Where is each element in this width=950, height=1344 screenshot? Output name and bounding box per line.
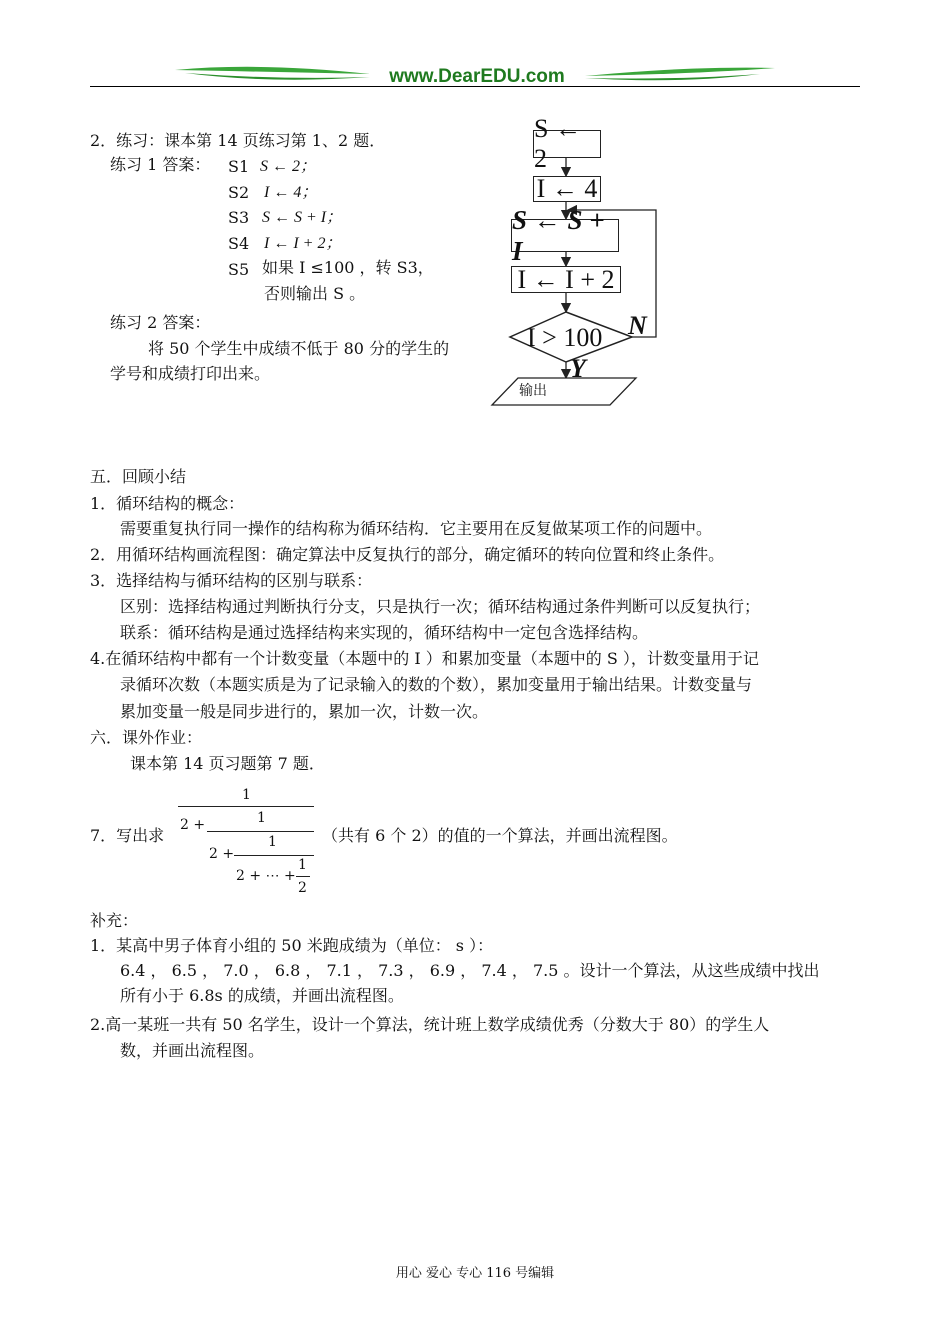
supplement-q1-line3: 所有小于 6.8s 的成绩，并画出流程图。 (120, 986, 404, 1005)
flow-box-accumulate: S ← S + I (511, 219, 619, 252)
frac-two-plus: 2 + (180, 817, 206, 833)
summary-line: 4.在循环结构中都有一个计数变量（本题中的 I ）和累加变量（本题中的 S ），计数变量用于记 (90, 649, 759, 668)
summary-line: 联系：循环结构是通过选择结构来实现的，循环结构中一定包含选择结构。 (120, 623, 649, 642)
frac-half-den: 2 (298, 880, 307, 896)
frac-numerator: 1 (257, 810, 266, 826)
step-text: S ← S + I； (262, 209, 343, 226)
output-label: 输出 (519, 383, 547, 399)
step-continuation: 否则输出 S 。 (264, 284, 366, 303)
step-label: S2 (228, 183, 250, 202)
frac-bar (296, 876, 310, 877)
summary-line: 2．用循环结构画流程图：确定算法中反复执行的部分，确定循环的转向位置和终止条件。 (90, 545, 725, 564)
supplement-heading: 补充： (90, 911, 139, 930)
supplement-q2-line2: 数，并画出流程图。 (120, 1041, 265, 1060)
logo-text: www.DearEDU.com (389, 66, 565, 87)
summary-line: 录循环次数（本题实质是为了记录输入的数的个数），累加变量用于输出结果。计数变量与 (120, 675, 753, 694)
answer2-line2: 学号和成绩打印出来。 (110, 364, 271, 383)
step-label: S1 (228, 157, 250, 176)
step-label: S5 (228, 260, 250, 279)
summary-line: 累加变量一般是同步进行的，累加一次，计数一次。 (120, 702, 489, 721)
question7-prefix: 7．写出求 (90, 826, 165, 845)
decision-label: I > 100 (527, 323, 603, 352)
answer2-label: 练习 2 答案： (110, 313, 211, 332)
step-label: S4 (228, 234, 250, 253)
supplement-q1-line2: 6.4 ， 6.5 ， 7.0 ， 6.8 ， 7.1 ， 7.3 ， 6.9 ， 7.4 ， 7.5 。设计一个算法，从这些成绩中找出 (120, 961, 820, 980)
step-text: 如果 I ≤100 ，转 S3， (262, 258, 434, 277)
frac-numerator: 1 (242, 787, 251, 803)
output-parallelogram (492, 378, 636, 405)
step-text: I ← 4； (264, 184, 318, 201)
decision-no-label: N (628, 311, 647, 340)
flow-box-init-s: S ← 2 (533, 130, 601, 158)
frac-numerator: 1 (268, 834, 277, 850)
flow-box-init-i: I ← 4 (533, 176, 601, 202)
frac-two-plus: 2 + (209, 846, 235, 862)
frac-bar (178, 806, 314, 807)
summary-heading: 五．回顾小结 (90, 467, 187, 486)
homework-line: 课本第 14 页习题第 7 题． (130, 754, 325, 773)
answer2-line1: 将 50 个学生中成绩不低于 80 分的学生的 (148, 339, 450, 358)
supplement-q1-line1: 1．某高中男子体育小组的 50 米跑成绩为（单位： s ）： (90, 936, 494, 955)
decision-yes-label: Y (570, 354, 586, 383)
summary-line: 需要重复执行同一操作的结构称为循环结构．它主要用在反复做某项工作的问题中。 (120, 519, 713, 538)
frac-bar (234, 855, 314, 856)
supplement-q2-line1: 2.高一某班一共有 50 名学生，设计一个算法，统计班上数学成绩优秀（分数大于 80）的学生人 (90, 1015, 770, 1034)
answer1-label: 练习 1 答案： (110, 155, 211, 174)
frac-dots: 2 + ⋯ + (236, 868, 296, 884)
step-text: S ← 2； (260, 158, 317, 175)
flowchart-lines (0, 0, 950, 420)
summary-line: 3．选择结构与循环结构的区别与联系： (90, 571, 373, 590)
frac-bar (207, 831, 314, 832)
step-text: I ← I + 2； (264, 235, 342, 252)
summary-line: 1．循环结构的概念： (90, 494, 245, 513)
flow-box-increment: I ← I + 2 (511, 266, 621, 293)
question7-suffix: （共有 6 个 2）的值的一个算法，并画出流程图。 (322, 826, 678, 845)
step-label: S3 (228, 208, 250, 227)
summary-line: 区别：选择结构通过判断执行分支，只是执行一次；循环结构通过条件判断可以反复执行； (120, 597, 761, 616)
homework-heading: 六．课外作业： (90, 728, 203, 747)
frac-half-num: 1 (298, 857, 307, 873)
page-footer: 用心 爱心 专心 116 号编辑 (395, 1266, 555, 1281)
exercise-line: 2．练习：课本第 14 页练习第 1、2 题． (90, 131, 386, 150)
